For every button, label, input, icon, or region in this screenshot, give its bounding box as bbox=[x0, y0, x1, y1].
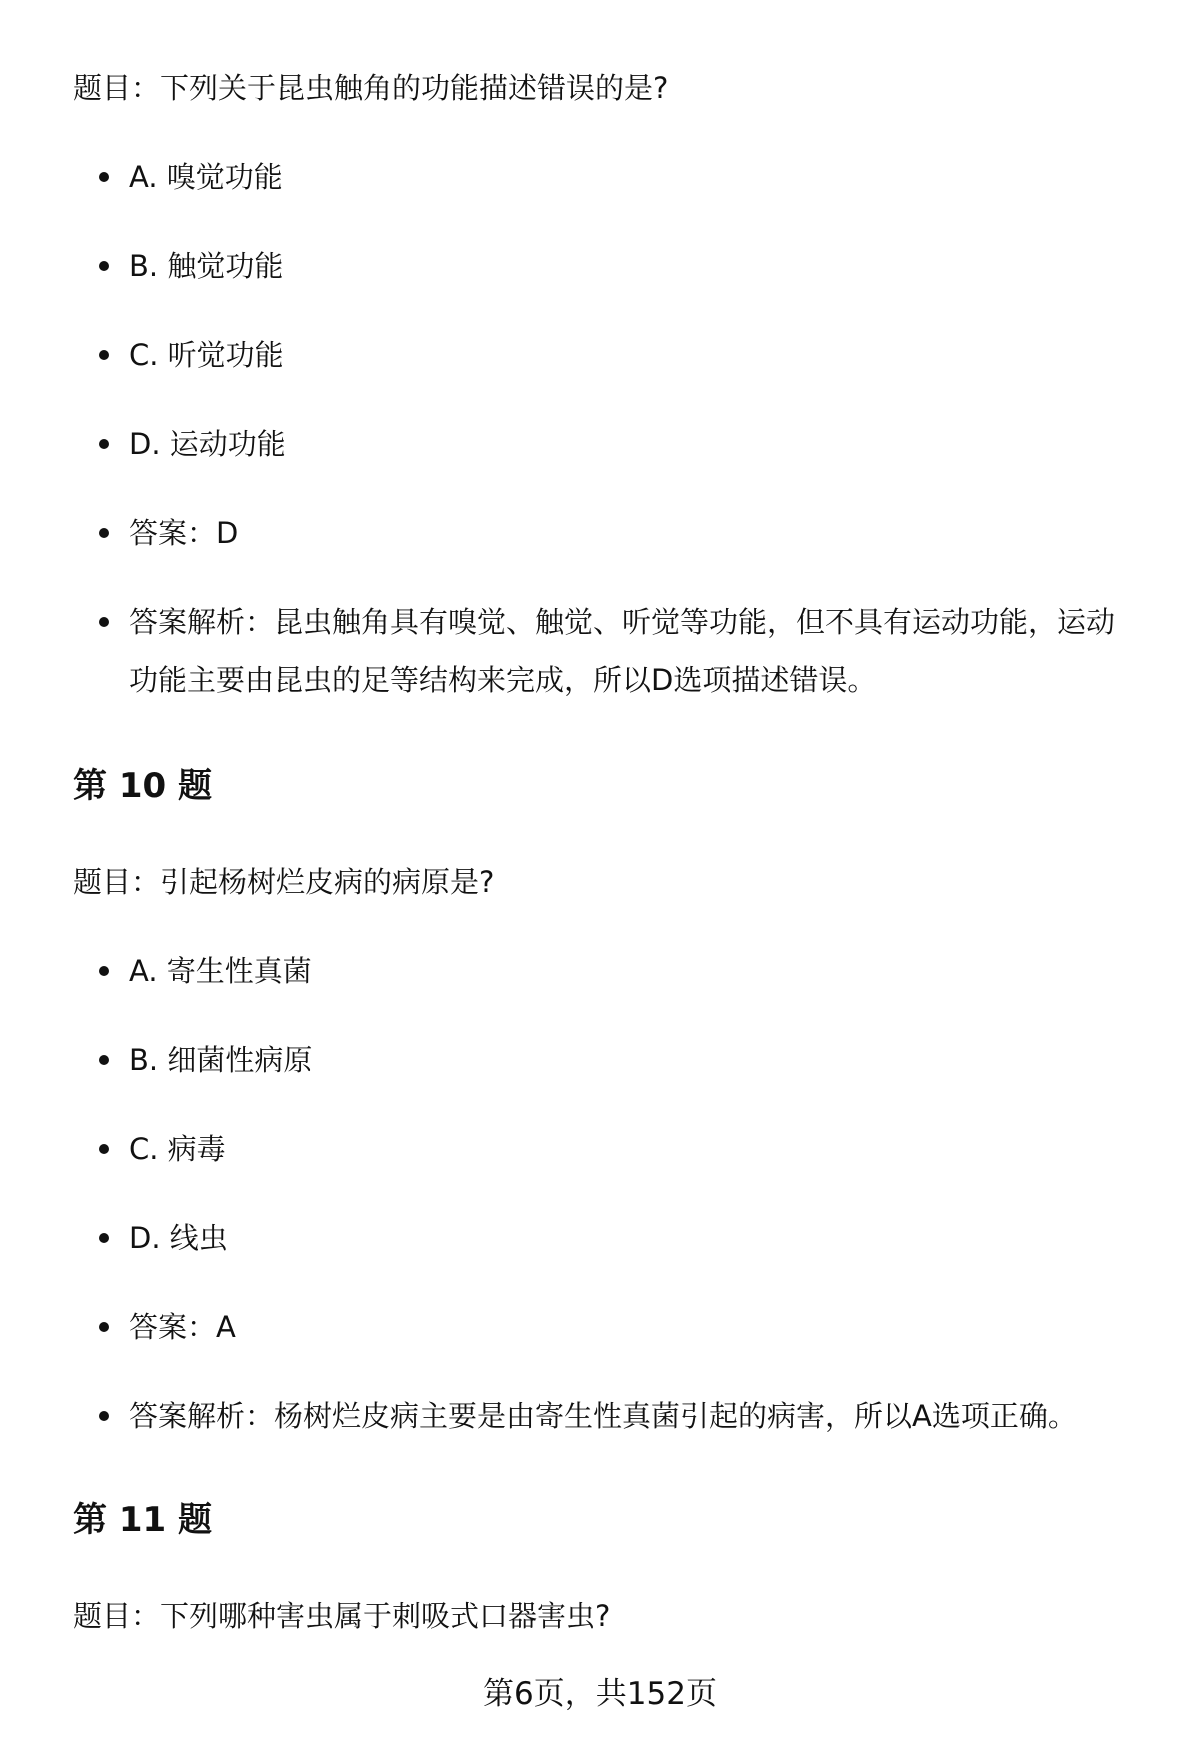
answer-explanation: 答案解析：昆虫触角具有嗅觉、触觉、听觉等功能，但不具有运动功能，运动功能主要由昆虫的足等结构来完成，所以D选项描述错误。 bbox=[73, 593, 1140, 709]
option-c: C. 病毒 bbox=[73, 1120, 1140, 1178]
option-list bbox=[73, 942, 1140, 1445]
question-heading: 第 11 题 bbox=[73, 1500, 212, 1540]
question-11-block bbox=[73, 1498, 1140, 1542]
question-9-options bbox=[73, 148, 1140, 740]
question-text: 题目：引起杨树烂皮病的病原是? bbox=[73, 865, 495, 899]
question-10-text-block bbox=[73, 862, 1140, 902]
option-c: C. 听觉功能 bbox=[73, 326, 1140, 384]
question-10-options bbox=[73, 942, 1140, 1476]
option-a: A. 寄生性真菌 bbox=[73, 942, 1140, 1000]
page-number: 第6页，共152页 bbox=[483, 1676, 717, 1712]
answer: 答案：A bbox=[73, 1298, 1140, 1356]
question-heading: 第 10 题 bbox=[73, 766, 212, 806]
question-text: 题目：下列关于昆虫触角的功能描述错误的是? bbox=[73, 71, 669, 105]
option-a: A. 嗅觉功能 bbox=[73, 148, 1140, 206]
answer: 答案：D bbox=[73, 504, 1140, 562]
question-10-block bbox=[73, 764, 1140, 808]
option-d: D. 线虫 bbox=[73, 1209, 1140, 1267]
option-b: B. 细菌性病原 bbox=[73, 1031, 1140, 1089]
option-b: B. 触觉功能 bbox=[73, 237, 1140, 295]
question-11-text-block bbox=[73, 1596, 1140, 1636]
question-text: 题目：下列哪种害虫属于刺吸式口器害虫? bbox=[73, 1599, 611, 1633]
question-9-block bbox=[73, 68, 1140, 108]
option-list bbox=[73, 148, 1140, 709]
answer-explanation: 答案解析：杨树烂皮病主要是由寄生性真菌引起的病害，所以A选项正确。 bbox=[73, 1387, 1140, 1445]
option-d: D. 运动功能 bbox=[73, 415, 1140, 473]
